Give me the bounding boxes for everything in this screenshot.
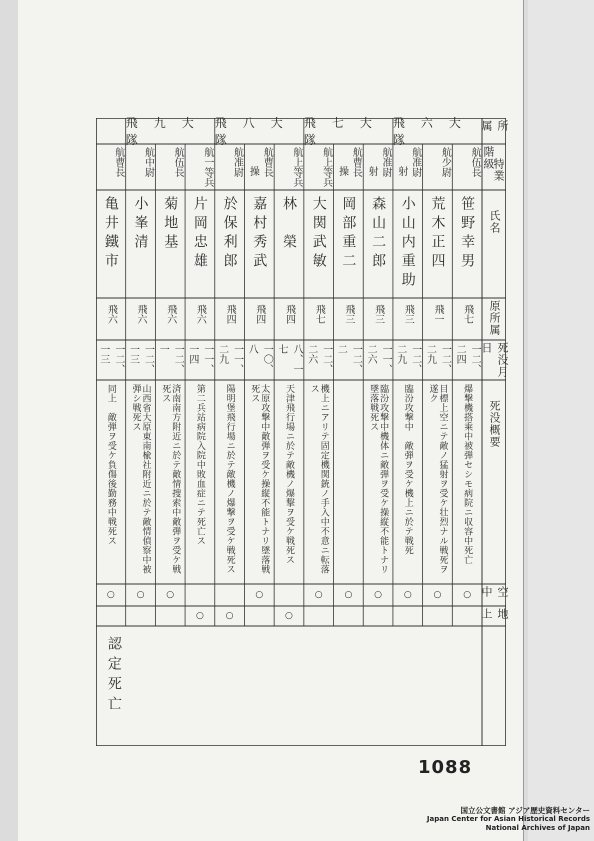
air-mark-cell: ○	[403, 590, 412, 600]
page-edge	[528, 0, 594, 841]
rank-cell: 航一等兵	[201, 147, 213, 187]
specialty-cell: 操	[247, 166, 259, 176]
summary-cell: 臨汾攻撃中 敵弾ヲ受ケ機上ニ於テ戦死	[402, 384, 413, 555]
attachment-cell: 飛四	[283, 304, 295, 324]
air-mark-cell: ○	[106, 590, 115, 600]
unit-label: 飛八大隊	[214, 116, 299, 147]
specialty-cell	[424, 166, 439, 188]
unit-label: 飛九大隊	[125, 116, 210, 147]
date-cell: 一二、一三	[97, 344, 124, 374]
summary-cell: 天津飛行場ニ於テ敵機ノ爆撃ヲ受ケ戦死ス	[283, 384, 294, 565]
date-cell: 一一、二九	[216, 344, 243, 374]
date-cell: 一二、二四	[454, 344, 481, 374]
specialty-cell	[156, 166, 171, 188]
name-cell: 菊地基	[162, 196, 179, 253]
rank-cell: 航少尉	[439, 147, 451, 177]
credit-english-1: Japan Center for Asian Historical Records	[426, 815, 590, 823]
date-cell: 一二、二九	[394, 344, 421, 374]
name-cell: 小峯清	[132, 196, 149, 253]
summary-cell: 爆撃機搭乘中被弾セシモ病院ニ収容中死亡	[462, 384, 473, 565]
credit-japanese: 国立公文書館 アジア歴史資料センター	[460, 806, 590, 815]
page-number: 1088	[418, 757, 473, 778]
summary-cell: 済南南方附近ニ於テ敵情捜索中敵弾ヲ受ケ戦死ス	[160, 384, 181, 574]
name-cell: 片岡忠雄	[191, 196, 208, 272]
ground-mark-cell	[423, 609, 453, 623]
unit-label: 飛七大隊	[303, 116, 388, 147]
air-mark-cell: ○	[255, 590, 264, 600]
name-cell: 林 榮	[280, 196, 297, 253]
attachment-cell: 飛三	[342, 304, 354, 324]
ground-header: 地上	[480, 608, 509, 620]
summary-cell: 山西省大原東南楡社附近ニ於テ敵情偵察中被弾シ戦死ス	[130, 384, 151, 574]
name-cell: 嘉村秀武	[251, 196, 268, 272]
rank-cell: 航准尉	[231, 147, 243, 177]
specialty-cell	[97, 166, 112, 188]
rank-cell: 航上等兵	[290, 147, 302, 187]
summary-cell: 臨汾攻撃中機体ニ敵弾ヲ受ケ操縦不能トナリ墜落戦死ス	[368, 384, 389, 574]
rank-note-header: 特業	[492, 158, 505, 182]
ground-mark-cell	[244, 609, 274, 623]
date-cell: 一一、二六	[365, 344, 392, 374]
summary-cell: 陽明堡飛行場ニ於テ敵機ノ爆撃ヲ受ケ戦死ス	[224, 384, 235, 574]
summary-cell: 機上ニアリテ固定機関銃ノ手入中不意ニ転落ス	[308, 384, 329, 574]
summary-cell: 第二兵站病院入院中敗血症ニテ死亡ス	[194, 384, 205, 546]
attachment-cell: 飛七	[313, 304, 325, 324]
final-note: 認定死亡	[105, 636, 122, 716]
rank-cell: 航上等兵	[320, 147, 332, 187]
rank-cell: 航伍長	[172, 147, 184, 177]
date-cell: 八、一七	[275, 344, 302, 374]
name-cell: 於保利郎	[221, 196, 238, 272]
specialty-cell: 操	[336, 166, 348, 176]
date-cell: 一〇、八	[246, 344, 273, 374]
air-mark-cell: ○	[136, 590, 145, 600]
ground-mark-cell: ○	[225, 611, 234, 621]
air-mark-cell	[215, 587, 245, 603]
specialty-cell	[275, 166, 290, 188]
rank-cell: 航中尉	[142, 147, 154, 177]
ground-mark-cell	[126, 609, 156, 623]
rank-cell: 航准尉	[409, 147, 421, 177]
rank-cell: 航曹長	[350, 147, 362, 177]
summary-cell: 目標上空ニテ敵ノ猛射ヲ受ケ壮烈ナル戦死ヲ遂ク	[427, 384, 448, 574]
name-cell: 岡部重二	[340, 196, 357, 272]
rank-cell: 航伍長	[469, 147, 481, 177]
air-mark-cell: ○	[374, 590, 382, 600]
ground-mark-cell	[304, 609, 334, 623]
air-mark-cell: ○	[433, 590, 442, 600]
record-table	[96, 116, 509, 746]
air-mark-cell: ○	[344, 590, 353, 600]
name-cell: 小山内重助	[399, 196, 416, 291]
name-cell: 大関武敏	[310, 196, 327, 272]
specialty-cell	[186, 166, 201, 188]
attachment-cell: 飛三	[402, 304, 414, 324]
date-cell: 一二、二六	[305, 344, 332, 374]
ground-mark-cell	[155, 609, 185, 623]
specialty-cell	[216, 166, 231, 188]
specialty-cell	[453, 166, 468, 188]
air-mark-cell: ○	[314, 590, 323, 600]
ground-mark-cell	[452, 609, 482, 623]
specialty-cell: 射	[395, 166, 407, 176]
ground-mark-cell	[334, 609, 364, 623]
date-cell: 一一、一四	[186, 344, 213, 374]
summary-header: 死没概要	[488, 400, 501, 448]
air-mark-cell: ○	[166, 590, 175, 600]
date-cell: 一二、一三	[127, 344, 154, 374]
attachment-cell: 飛三	[372, 304, 384, 324]
attachment-cell: 飛六	[105, 304, 117, 324]
summary-cell	[334, 384, 364, 580]
name-cell: 森山二郎	[370, 196, 387, 272]
specialty-cell	[305, 166, 320, 188]
name-header: 氏名	[488, 210, 501, 234]
attachment-cell: 飛四	[224, 304, 236, 324]
ground-mark-cell	[96, 609, 126, 623]
name-cell: 笹野幸男	[459, 196, 476, 272]
date-cell: 一二、二九	[424, 344, 451, 374]
date-cell: 一二、一	[157, 344, 184, 374]
rank-cell: 航准尉	[379, 147, 391, 177]
attachment-cell: 飛六	[164, 304, 176, 324]
air-mark-cell: ○	[463, 590, 472, 600]
specialty-cell	[127, 166, 142, 188]
ground-mark-cell	[363, 609, 393, 623]
attachment-cell: 飛六	[194, 304, 206, 324]
name-cell: 荒木正四	[429, 196, 446, 272]
attachment-cell: 飛六	[135, 304, 147, 324]
attachment-cell: 飛四	[253, 304, 265, 324]
summary-cell: 太原攻撃中敵弾ヲ受ケ操縦不能トナリ墜落戦死ス	[249, 384, 270, 574]
date-cell: 一二、二	[335, 344, 362, 374]
rank-cell: 航曹長	[261, 147, 273, 177]
attachment-cell: 飛七	[461, 304, 473, 324]
ground-mark-cell	[393, 609, 423, 623]
archive-credit	[420, 806, 590, 833]
unit-label: 飛六大隊	[392, 116, 477, 147]
date-header: 死没月日	[480, 342, 509, 378]
air-header: 空中	[480, 586, 509, 598]
summary-cell: 同上 敵弾ヲ受ケ負傷後勤務中戦死ス	[105, 384, 116, 546]
specialty-cell: 射	[366, 166, 378, 176]
attachment-header: 原所属	[488, 300, 501, 336]
ground-mark-cell: ○	[285, 611, 293, 621]
name-cell: 亀井鐵市	[102, 196, 119, 272]
rank-header: 階級	[482, 146, 495, 170]
ground-mark-cell: ○	[195, 611, 204, 621]
credit-english-2: National Archives of Japan	[485, 824, 590, 832]
rank-cell: 航曹長	[112, 147, 124, 177]
unit-header: 所属	[480, 120, 509, 132]
attachment-cell: 飛一	[431, 304, 443, 324]
air-mark-cell	[185, 587, 215, 603]
air-mark-cell	[274, 587, 304, 603]
